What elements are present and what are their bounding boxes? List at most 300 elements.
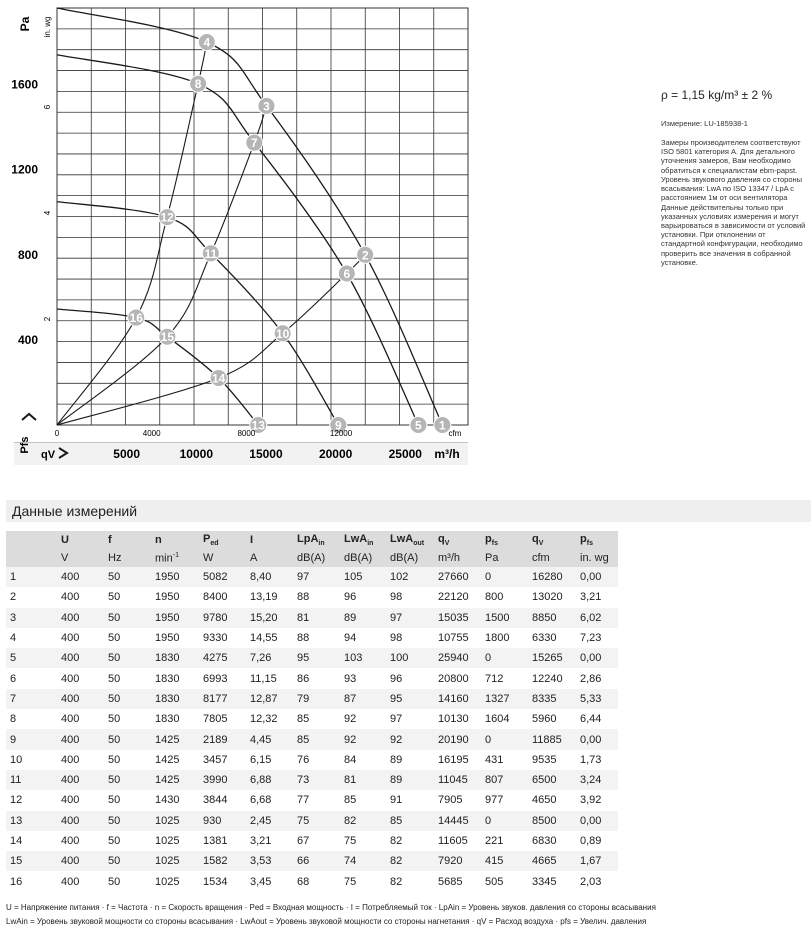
table-cell: 6993	[199, 668, 246, 688]
table-cell: 1327	[481, 689, 528, 709]
table-cell: 8177	[199, 689, 246, 709]
table-cell: 84	[340, 750, 386, 770]
table-cell: 15	[6, 851, 57, 871]
table-cell: 10755	[434, 628, 481, 648]
col-header-u: U	[57, 531, 104, 549]
col-header-lpain: LpA$_{in}$	[293, 531, 340, 549]
table-cell: 1830	[151, 709, 199, 729]
table-cell: 100	[386, 648, 434, 668]
table-cell: 50	[104, 831, 151, 851]
unit-cell: in. wg	[576, 549, 618, 567]
col-header-ped: $P_{ed}$	[199, 531, 246, 549]
col-header-qv: $q_V$	[434, 531, 481, 549]
table-cell: 81	[293, 608, 340, 628]
table-cell: 92	[386, 729, 434, 749]
measurement-id: Измерение: LU-185938-1	[661, 119, 748, 128]
table-cell: 89	[386, 750, 434, 770]
table-cell: 400	[57, 648, 104, 668]
table-cell: 400	[57, 851, 104, 871]
table-cell: 50	[104, 851, 151, 871]
operating-point-label: 15	[160, 330, 175, 345]
table-cell: 98	[386, 628, 434, 648]
table-cell: 50	[104, 608, 151, 628]
table-cell: 88	[293, 587, 340, 607]
table-cell: 1800	[481, 628, 528, 648]
col-header-pfs: $p_{fs}$	[481, 531, 528, 549]
table-cell: 15,20	[246, 608, 293, 628]
x-bottom-tick-label: 25000	[388, 447, 422, 461]
col-header-i: I	[246, 531, 293, 549]
y-tick-label: 400	[17, 332, 38, 347]
table-cell: 3	[6, 608, 57, 628]
table-cell: 103	[340, 648, 386, 668]
table-cell: 16280	[528, 567, 576, 587]
system-curve	[57, 255, 365, 425]
table-cell: 105	[340, 567, 386, 587]
table-cell: 14445	[434, 811, 481, 831]
table-cell: 0,00	[576, 811, 618, 831]
table-cell: 25940	[434, 648, 481, 668]
table-cell: 2,86	[576, 668, 618, 688]
table-cell: 16195	[434, 750, 481, 770]
table-cell: 6,15	[246, 750, 293, 770]
table-cell: 14	[6, 831, 57, 851]
table-cell: 50	[104, 628, 151, 648]
unit-cell: W	[199, 549, 246, 567]
table-units-row	[6, 549, 618, 567]
col-header-lwain: LwA$_{in}$	[340, 531, 386, 549]
operating-point-label: 5	[415, 418, 422, 433]
table-row	[6, 871, 618, 891]
fan-curve	[57, 202, 338, 425]
table-cell: 3844	[199, 790, 246, 810]
table-cell: 50	[104, 811, 151, 831]
table-cell: 0,00	[576, 648, 618, 668]
table-cell: 1830	[151, 689, 199, 709]
table-cell: 400	[57, 567, 104, 587]
table-row	[6, 628, 618, 648]
table-cell: 102	[386, 567, 434, 587]
x-unit-top-label: cfm	[448, 429, 462, 438]
table-cell: 400	[57, 689, 104, 709]
x-top-tick-label: 8000	[237, 429, 256, 438]
table-cell: 16	[6, 871, 57, 891]
table-cell: 2189	[199, 729, 246, 749]
table-cell: 3457	[199, 750, 246, 770]
table-cell: 66	[293, 851, 340, 871]
table-cell: 1582	[199, 851, 246, 871]
table-cell: 431	[481, 750, 528, 770]
table-cell: 6	[6, 668, 57, 688]
table-cell: 6,02	[576, 608, 618, 628]
operating-point-label: 6	[343, 267, 351, 282]
table-cell: 0	[481, 648, 528, 668]
table-cell: 79	[293, 689, 340, 709]
table-cell: 5,33	[576, 689, 618, 709]
table-body	[6, 567, 618, 892]
legend-line-2: LwAin = Уровень звуковой мощности со стороны всасывания · LwAout = Уровень звуковой мощности со стороны нагнетания · qV = Расход воздуха · pfs = Увелич. давления	[6, 916, 647, 926]
section-title: Данные измерений	[6, 500, 811, 522]
y-tick-label: 800	[17, 247, 38, 262]
table-cell: 13,19	[246, 587, 293, 607]
table-cell: 92	[340, 729, 386, 749]
table-cell: 93	[340, 668, 386, 688]
table-cell: 2	[6, 587, 57, 607]
table-cell: 400	[57, 628, 104, 648]
unit-cell: dB(A)	[386, 549, 434, 567]
table-cell: 50	[104, 689, 151, 709]
table-cell: 0	[481, 811, 528, 831]
operating-point-label: 9	[334, 418, 342, 433]
table-cell: 96	[386, 668, 434, 688]
table-cell: 5	[6, 648, 57, 668]
table-cell: 10130	[434, 709, 481, 729]
table-cell: 6500	[528, 770, 576, 790]
table-cell: 8335	[528, 689, 576, 709]
table-cell: 0,00	[576, 567, 618, 587]
col-header-lwaout: LwA$_{out}$	[386, 531, 434, 549]
system-curve	[57, 42, 207, 425]
table-cell: 8400	[199, 587, 246, 607]
operating-point-label: 13	[251, 418, 265, 433]
table-cell: 15035	[434, 608, 481, 628]
table-cell: 400	[57, 587, 104, 607]
table-cell: 7	[6, 689, 57, 709]
table-cell: 3990	[199, 770, 246, 790]
table-row	[6, 567, 618, 587]
table-cell: 1425	[151, 770, 199, 790]
table-cell: 4665	[528, 851, 576, 871]
table-cell: 75	[340, 831, 386, 851]
table-cell: 1025	[151, 851, 199, 871]
table-cell: 91	[386, 790, 434, 810]
table-cell: 50	[104, 729, 151, 749]
table-cell: 1534	[199, 871, 246, 891]
col-header-qv-cfm: $q_V$	[528, 531, 576, 549]
table-cell: 76	[293, 750, 340, 770]
table-cell: 50	[104, 648, 151, 668]
table-cell: 1604	[481, 709, 528, 729]
table-cell: 96	[340, 587, 386, 607]
table-cell: 11,15	[246, 668, 293, 688]
table-cell: 67	[293, 831, 340, 851]
table-cell: 22120	[434, 587, 481, 607]
table-cell: 400	[57, 709, 104, 729]
table-row	[6, 648, 618, 668]
table-cell: 3,21	[576, 587, 618, 607]
chart-grid	[14, 8, 468, 465]
col-header-pfs-inwg: $p_{fs}$	[576, 531, 618, 549]
table-cell: 1025	[151, 831, 199, 851]
table-cell: 2,03	[576, 871, 618, 891]
measurement-description: Замеры производителем соответствуют ISO 5801 категория A. Для детального уточнения замеров, Вам необходимо обратиться к специалистам ebm-papst. Уровень звукового давления со стороны всасывания: LwA по ISO 13347 / LpA с расстоянием 1м от оси вентилятора Данные действительны только при указанных условиях измерения и могут варьироваться в зависимости от условий установки. При отклонении от стандартной конфигурации, необходимо проверить все значения в собранной установке.	[661, 138, 806, 267]
table-cell: 77	[293, 790, 340, 810]
table-cell: 85	[340, 790, 386, 810]
table-cell: 1381	[199, 831, 246, 851]
table-cell: 400	[57, 750, 104, 770]
table-cell: 11885	[528, 729, 576, 749]
table-cell: 95	[293, 648, 340, 668]
table-cell: 14160	[434, 689, 481, 709]
table-cell: 8	[6, 709, 57, 729]
table-cell: 82	[340, 811, 386, 831]
table-row	[6, 851, 618, 871]
table-row	[6, 811, 618, 831]
table-cell: 14,55	[246, 628, 293, 648]
table-cell: 88	[293, 628, 340, 648]
table-cell: 415	[481, 851, 528, 871]
table-cell: 1950	[151, 567, 199, 587]
table-cell: 95	[386, 689, 434, 709]
table-cell: 400	[57, 831, 104, 851]
table-cell: 50	[104, 750, 151, 770]
table-cell: 68	[293, 871, 340, 891]
table-cell: 712	[481, 668, 528, 688]
table-cell: 9	[6, 729, 57, 749]
table-cell: 6,88	[246, 770, 293, 790]
table-cell: 1025	[151, 811, 199, 831]
table-header-row	[6, 531, 618, 549]
x-top-tick-label: 0	[54, 429, 60, 438]
y-tick-label: 1600	[11, 77, 38, 92]
operating-point-label: 2	[361, 248, 369, 263]
table-row	[6, 608, 618, 628]
table-cell: 97	[293, 567, 340, 587]
table-cell: 3345	[528, 871, 576, 891]
table-legend	[6, 901, 811, 928]
table-cell: 1950	[151, 587, 199, 607]
table-cell: 4275	[199, 648, 246, 668]
table-cell: 7920	[434, 851, 481, 871]
table-cell: 50	[104, 790, 151, 810]
table-row	[6, 770, 618, 790]
table-cell: 11605	[434, 831, 481, 851]
operating-point-label: 4	[203, 35, 211, 50]
table-cell: 400	[57, 871, 104, 891]
table-cell: 221	[481, 831, 528, 851]
table-cell: 50	[104, 567, 151, 587]
table-cell: 92	[340, 709, 386, 729]
table-cell: 87	[340, 689, 386, 709]
table-cell: 74	[340, 851, 386, 871]
y-axis-arrow	[22, 414, 36, 420]
table-cell: 6,68	[246, 790, 293, 810]
table-cell: 3,21	[246, 831, 293, 851]
table-cell: 20800	[434, 668, 481, 688]
table-cell: 50	[104, 871, 151, 891]
table-cell: 81	[340, 770, 386, 790]
table-row	[6, 831, 618, 851]
unit-cell: A	[246, 549, 293, 567]
table-cell: 8,40	[246, 567, 293, 587]
x-axis-symbol: qV	[40, 449, 56, 461]
x-top-tick-label: 4000	[142, 429, 161, 438]
table-cell: 9535	[528, 750, 576, 770]
table-row	[6, 587, 618, 607]
air-density-note: ρ = 1,15 kg/m³ ± 2 %	[661, 88, 773, 102]
table-cell: 400	[57, 811, 104, 831]
table-cell: 807	[481, 770, 528, 790]
x-bottom-tick-label: 15000	[249, 447, 283, 461]
table-cell: 89	[386, 770, 434, 790]
operating-point-label: 16	[129, 311, 143, 326]
table-cell: 12,87	[246, 689, 293, 709]
operating-point-label: 7	[250, 136, 258, 151]
table-cell: 50	[104, 587, 151, 607]
legend-line-1: U = Напряжение питания · f = Частота · n = Скорость вращения · Ped = Входная мощность · I = Потребляемый ток · LpAin = Уровень звуков. давления со стороны всасывания	[6, 903, 656, 912]
table-cell: 1,67	[576, 851, 618, 871]
unit-cell: dB(A)	[340, 549, 386, 567]
table-cell: 15265	[528, 648, 576, 668]
table-cell: 75	[340, 871, 386, 891]
operating-point-label: 1	[439, 418, 446, 433]
table-cell: 1950	[151, 628, 199, 648]
y-unit-label: Pa	[18, 16, 32, 32]
table-cell: 3,24	[576, 770, 618, 790]
table-cell: 75	[293, 811, 340, 831]
table-cell: 94	[340, 628, 386, 648]
table-cell: 1830	[151, 668, 199, 688]
table-cell: 1500	[481, 608, 528, 628]
table-cell: 85	[386, 811, 434, 831]
table-cell: 9780	[199, 608, 246, 628]
operating-point-label: 11	[204, 246, 218, 261]
unit-cell	[6, 549, 57, 567]
table-row	[6, 668, 618, 688]
operating-point-label: 3	[263, 99, 270, 114]
table-cell: 97	[386, 709, 434, 729]
table-cell: 6330	[528, 628, 576, 648]
x-bottom-tick-label: 10000	[179, 447, 214, 461]
table-cell: 82	[386, 831, 434, 851]
x-bottom-tick-label: 5000	[113, 447, 141, 461]
y-inner-tick-label: 2	[43, 316, 52, 322]
unit-cell: Pa	[481, 549, 528, 567]
unit-cell: m³/h	[434, 549, 481, 567]
x-unit-bottom-label: m³/h	[434, 447, 460, 461]
table-cell: 400	[57, 790, 104, 810]
table-cell: 2,45	[246, 811, 293, 831]
measurement-table	[6, 531, 618, 892]
table-row	[6, 689, 618, 709]
table-cell: 50	[104, 668, 151, 688]
table-cell: 86	[293, 668, 340, 688]
table-cell: 977	[481, 790, 528, 810]
table-cell: 6830	[528, 831, 576, 851]
table-row	[6, 709, 618, 729]
table-cell: 1425	[151, 729, 199, 749]
table-cell: 11	[6, 770, 57, 790]
table-cell: 4	[6, 628, 57, 648]
table-cell: 0,00	[576, 729, 618, 749]
table-cell: 3,92	[576, 790, 618, 810]
table-cell: 7905	[434, 790, 481, 810]
table-cell: 73	[293, 770, 340, 790]
table-row	[6, 790, 618, 810]
table-cell: 4650	[528, 790, 576, 810]
unit-cell: cfm	[528, 549, 576, 567]
table-cell: 98	[386, 587, 434, 607]
table-cell: 27660	[434, 567, 481, 587]
table-cell: 85	[293, 729, 340, 749]
unit-cell: dB(A)	[293, 549, 340, 567]
table-cell: 3,45	[246, 871, 293, 891]
table-cell: 7,23	[576, 628, 618, 648]
table-row	[6, 750, 618, 770]
table-cell: 7,26	[246, 648, 293, 668]
table-cell: 800	[481, 587, 528, 607]
table-cell: 9330	[199, 628, 246, 648]
table-cell: 8850	[528, 608, 576, 628]
table-cell: 7805	[199, 709, 246, 729]
x-bottom-tick-label: 20000	[318, 447, 353, 461]
table-cell: 12	[6, 790, 57, 810]
table-row	[6, 729, 618, 749]
table-cell: 13	[6, 811, 57, 831]
operating-point-label: 12	[160, 210, 174, 225]
table-cell: 20190	[434, 729, 481, 749]
table-cell: 10	[6, 750, 57, 770]
table-cell: 1830	[151, 648, 199, 668]
table-cell: 12240	[528, 668, 576, 688]
operating-points	[128, 34, 451, 434]
table-cell: 97	[386, 608, 434, 628]
col-header-n: n	[151, 531, 199, 549]
table-cell: 1,73	[576, 750, 618, 770]
unit-cell: V	[57, 549, 104, 567]
table-cell: 400	[57, 608, 104, 628]
table-cell: 5960	[528, 709, 576, 729]
table-cell: 5082	[199, 567, 246, 587]
table-cell: 13020	[528, 587, 576, 607]
table-cell: 1	[6, 567, 57, 587]
table-cell: 0,89	[576, 831, 618, 851]
table-cell: 505	[481, 871, 528, 891]
operating-point-label: 14	[212, 371, 226, 386]
y-axis-symbol: Pfs	[19, 436, 31, 454]
table-cell: 6,44	[576, 709, 618, 729]
col-header	[6, 531, 57, 549]
table-cell: 400	[57, 668, 104, 688]
y-tick-label: 1200	[11, 162, 38, 177]
table-cell: 1430	[151, 790, 199, 810]
table-cell: 85	[293, 709, 340, 729]
table-cell: 0	[481, 567, 528, 587]
table-cell: 400	[57, 729, 104, 749]
y-inner-tick-label: 6	[43, 104, 52, 110]
table-cell: 1425	[151, 750, 199, 770]
unit-cell: Hz	[104, 549, 151, 567]
table-cell: 3,53	[246, 851, 293, 871]
table-cell: 89	[340, 608, 386, 628]
table-cell: 1025	[151, 871, 199, 891]
axis-tick-labels	[11, 78, 422, 461]
y-unit-inner-label: in. wg	[43, 16, 52, 38]
table-cell: 930	[199, 811, 246, 831]
table-cell: 50	[104, 770, 151, 790]
operating-point-label: 8	[194, 77, 202, 92]
table-cell: 50	[104, 709, 151, 729]
table-cell: 0	[481, 729, 528, 749]
col-header-f: f	[104, 531, 151, 549]
table-cell: 82	[386, 851, 434, 871]
y-inner-tick-label: 4	[43, 210, 52, 216]
table-cell: 5685	[434, 871, 481, 891]
table-cell: 400	[57, 770, 104, 790]
table-cell: 8500	[528, 811, 576, 831]
table-cell: 11045	[434, 770, 481, 790]
operating-point-label: 10	[275, 326, 290, 341]
